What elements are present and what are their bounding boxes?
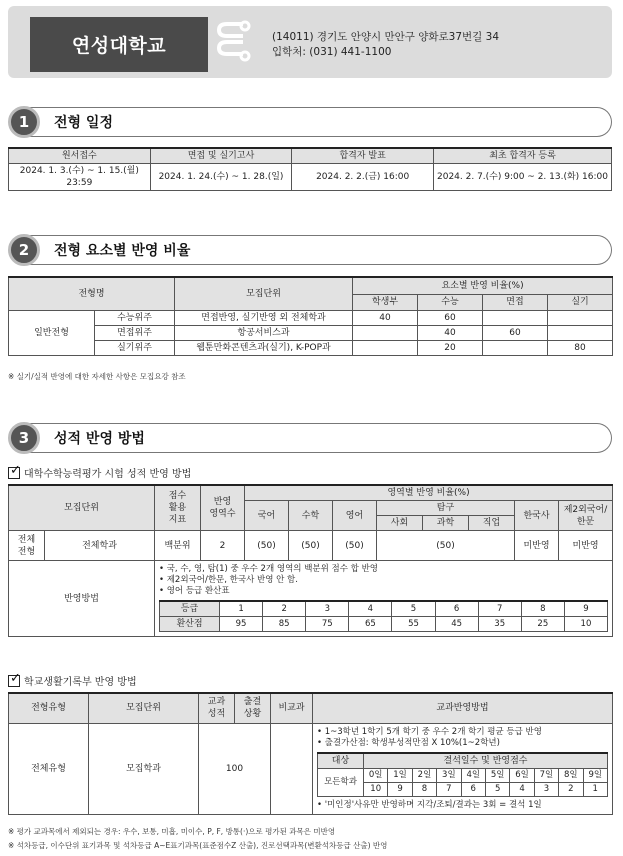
- row-inq: (50): [377, 531, 515, 561]
- h-method: 교과반영방법: [313, 693, 613, 723]
- method-item: • 국, 수, 영, 탐(1) 중 우수 2개 영역의 백분위 점수 합 반영: [159, 564, 608, 575]
- method-item: • 영어 등급 환산표: [159, 586, 608, 597]
- day-cell: 6일: [510, 768, 534, 782]
- method-item: • 제2외국어/한문, 한국사 반영 안 함.: [159, 575, 608, 586]
- grade-cell: 6: [435, 601, 478, 617]
- method-list-2: [317, 800, 608, 811]
- h-job: 직업: [469, 516, 515, 531]
- header-col: 실기: [548, 294, 613, 310]
- h-inq: 탐구: [377, 501, 515, 516]
- row-foreign: 미반영: [559, 531, 613, 561]
- h-count: 반영 영역수: [201, 485, 245, 531]
- section-title: 성적 반영 방법: [54, 431, 145, 447]
- point-cell: 4: [510, 782, 534, 796]
- h-type: 전형유형: [9, 693, 89, 723]
- conv-cell: 65: [349, 617, 392, 632]
- header-ratio: 요소별 반영 비율(%): [353, 277, 613, 294]
- section-1-header: [8, 104, 612, 140]
- point-cell: 2: [559, 782, 583, 796]
- conv-cell: 75: [306, 617, 349, 632]
- method-label: 반영방법: [9, 561, 155, 637]
- ratio-cell: 40: [353, 310, 418, 325]
- h-area: 영역별 반영 비율(%): [245, 485, 613, 501]
- absence-table: [317, 752, 608, 797]
- schedule-value: 2024. 2. 7.(수) 9:00 ~ 2. 13.(화) 16:00: [434, 164, 612, 191]
- school-name: 연성대학교: [30, 17, 208, 72]
- header-banner: [8, 6, 612, 78]
- ratio-cell: [353, 325, 418, 340]
- method-list: [317, 727, 608, 749]
- method-item: • 출결가산점: 학생부성적만점 X 10%(1~2학년): [317, 738, 608, 749]
- row-unit: 전체학과: [45, 531, 155, 561]
- day-cell: 8일: [559, 768, 583, 782]
- conv-cell: 35: [478, 617, 521, 632]
- day-cell: 4일: [461, 768, 485, 782]
- h-kor: 국어: [245, 501, 289, 531]
- schedule-header: 원서접수: [9, 148, 151, 164]
- record-subtitle: [8, 673, 137, 688]
- record-subtitle-text: 학교생활기록부 반영 방법: [24, 677, 137, 688]
- ratio-cell: [483, 310, 548, 325]
- record-note: ※ 석차등급, 이수단위 표기과목 및 석차등급 A~E표기과목(표준점수Z 산출), 진로선택과목(변환석차등급 산출) 반영: [8, 841, 388, 850]
- h-math: 수학: [289, 501, 333, 531]
- point-cell: 9: [388, 782, 412, 796]
- unit-cell: 면접반영, 실기반영 외 전체학과: [175, 310, 353, 325]
- point-cell: 1: [583, 782, 607, 796]
- point-cell: 10: [364, 782, 388, 796]
- conv-cell: 25: [521, 617, 564, 632]
- grade-cell: 3: [306, 601, 349, 617]
- row-math: (50): [289, 531, 333, 561]
- method-list: [159, 564, 608, 597]
- ratio-cell: 60: [483, 325, 548, 340]
- csat-subtitle-text: 대학수학능력평가 시험 성적 반영 방법: [24, 469, 192, 480]
- english-grade-table: [159, 600, 608, 632]
- point-cell: 7: [437, 782, 461, 796]
- schedule-value: 2024. 1. 24.(수) ~ 1. 28.(일): [150, 164, 292, 191]
- method-item: • '미인정'사유만 반영하며 지각/조퇴/결과는 3회 = 결석 1일: [317, 800, 608, 811]
- day-cell: 0일: [364, 768, 388, 782]
- grade-cell: 2: [263, 601, 306, 617]
- row-type: 전체 전형: [9, 531, 45, 561]
- header-col: 학생부: [353, 294, 418, 310]
- header-col: 면접: [483, 294, 548, 310]
- ratio-cell: [483, 340, 548, 355]
- record-note: ※ 평가 교과목에서 제외되는 경우: 우수, 보통, 미흡, 미이수, P, F, 방통(·)으로 평가된 과목은 미반영: [8, 827, 336, 836]
- conv-cell: 95: [220, 617, 263, 632]
- point-cell: 8: [412, 782, 436, 796]
- h-nonsub: 비교과: [271, 693, 313, 723]
- header-col: 수능: [418, 294, 483, 310]
- h-hist: 한국사: [515, 501, 559, 531]
- grade-cell: 4: [349, 601, 392, 617]
- csat-table: [8, 484, 613, 637]
- ratio-note: ※ 실기/실적 반영에 대한 자세한 사항은 모집요강 참조: [8, 372, 186, 381]
- grade-label: 등급: [160, 601, 220, 617]
- h-unit: 모집단위: [89, 693, 199, 723]
- grade-cell: 9: [564, 601, 607, 617]
- sub-type: 실기위주: [95, 340, 175, 355]
- h-unit: 모집단위: [9, 485, 155, 531]
- row-count: 2: [201, 531, 245, 561]
- address-text: (14011) 경기도 안양시 만안구 양화로37번길 34: [272, 31, 500, 43]
- row-eng: (50): [333, 531, 377, 561]
- absence-label: 결석일수 및 반영점수: [364, 753, 608, 769]
- point-cell: 6: [461, 782, 485, 796]
- checkbox-icon: [8, 467, 20, 479]
- section-2-header: [8, 232, 612, 268]
- row-nonsub: [271, 723, 313, 814]
- target-label: 대상: [318, 753, 364, 769]
- ratio-cell: 60: [418, 310, 483, 325]
- schedule-table: [8, 147, 612, 191]
- row-type: 전체유형: [9, 723, 89, 814]
- contact-info: [272, 30, 499, 60]
- section-number: 3: [8, 422, 40, 454]
- row-unit: 모집학과: [89, 723, 199, 814]
- ratio-cell: [353, 340, 418, 355]
- ratio-cell: [548, 310, 613, 325]
- row-kor: (50): [245, 531, 289, 561]
- conv-cell: 10: [564, 617, 607, 632]
- ratio-cell: [548, 325, 613, 340]
- unit-cell: 항공서비스과: [175, 325, 353, 340]
- unit-cell: 웹툰만화콘텐츠과(실기), K-POP과: [175, 340, 353, 355]
- day-cell: 9일: [583, 768, 607, 782]
- conv-label: 환산점: [160, 617, 220, 632]
- h-sci: 과학: [423, 516, 469, 531]
- day-cell: 7일: [534, 768, 558, 782]
- csat-subtitle: [8, 465, 191, 480]
- point-cell: 3: [534, 782, 558, 796]
- h-grade: 교과 성적: [199, 693, 235, 723]
- day-cell: 5일: [485, 768, 509, 782]
- h-foreign: 제2외국어/ 한문: [559, 501, 613, 531]
- day-cell: 2일: [412, 768, 436, 782]
- checkbox-icon: [8, 675, 20, 687]
- type-name: 일반전형: [9, 310, 95, 355]
- method-cell: [155, 561, 613, 637]
- h-soc: 사회: [377, 516, 423, 531]
- header-unit: 모집단위: [175, 277, 353, 310]
- day-cell: 1일: [388, 768, 412, 782]
- grade-cell: 5: [392, 601, 435, 617]
- day-cell: 3일: [437, 768, 461, 782]
- phone-text: 입학처: (031) 441-1100: [272, 46, 392, 58]
- section-3-header: [8, 420, 612, 456]
- ratio-table: [8, 276, 613, 356]
- section-number: 1: [8, 106, 40, 138]
- h-att: 출결 상황: [235, 693, 271, 723]
- row-hist: 미반영: [515, 531, 559, 561]
- record-table: [8, 692, 613, 815]
- point-cell: 5: [485, 782, 509, 796]
- row-score: 100: [199, 723, 271, 814]
- grade-cell: 7: [478, 601, 521, 617]
- conv-cell: 45: [435, 617, 478, 632]
- conv-cell: 55: [392, 617, 435, 632]
- section-title: 전형 일정: [54, 115, 113, 131]
- grade-cell: 1: [220, 601, 263, 617]
- sub-type: 수능위주: [95, 310, 175, 325]
- h-score: 점수 활용 지표: [155, 485, 201, 531]
- sub-type: 면접위주: [95, 325, 175, 340]
- schedule-header: 합격자 발표: [292, 148, 434, 164]
- method-item: • 1~3학년 1학기 5개 학기 중 우수 2개 학기 평균 등급 반영: [317, 727, 608, 738]
- grade-cell: 8: [521, 601, 564, 617]
- schedule-value: 2024. 2. 2.(금) 16:00: [292, 164, 434, 191]
- conv-cell: 85: [263, 617, 306, 632]
- h-eng: 영어: [333, 501, 377, 531]
- header-type: 전형명: [9, 277, 175, 310]
- row-score: 백분위: [155, 531, 201, 561]
- ratio-cell: 40: [418, 325, 483, 340]
- schedule-header: 면접 및 실기고사: [150, 148, 292, 164]
- ratio-cell: 20: [418, 340, 483, 355]
- schedule-header: 최초 합격자 등록: [434, 148, 612, 164]
- section-title: 전형 요소별 반영 비율: [54, 243, 191, 259]
- ratio-cell: 80: [548, 340, 613, 355]
- binder-clip-icon: [213, 20, 257, 66]
- section-number: 2: [8, 234, 40, 266]
- method-cell: [313, 723, 613, 814]
- all-label: 모든학과: [318, 768, 364, 796]
- schedule-value: 2024. 1. 3.(수) ~ 1. 15.(월) 23:59: [9, 164, 151, 191]
